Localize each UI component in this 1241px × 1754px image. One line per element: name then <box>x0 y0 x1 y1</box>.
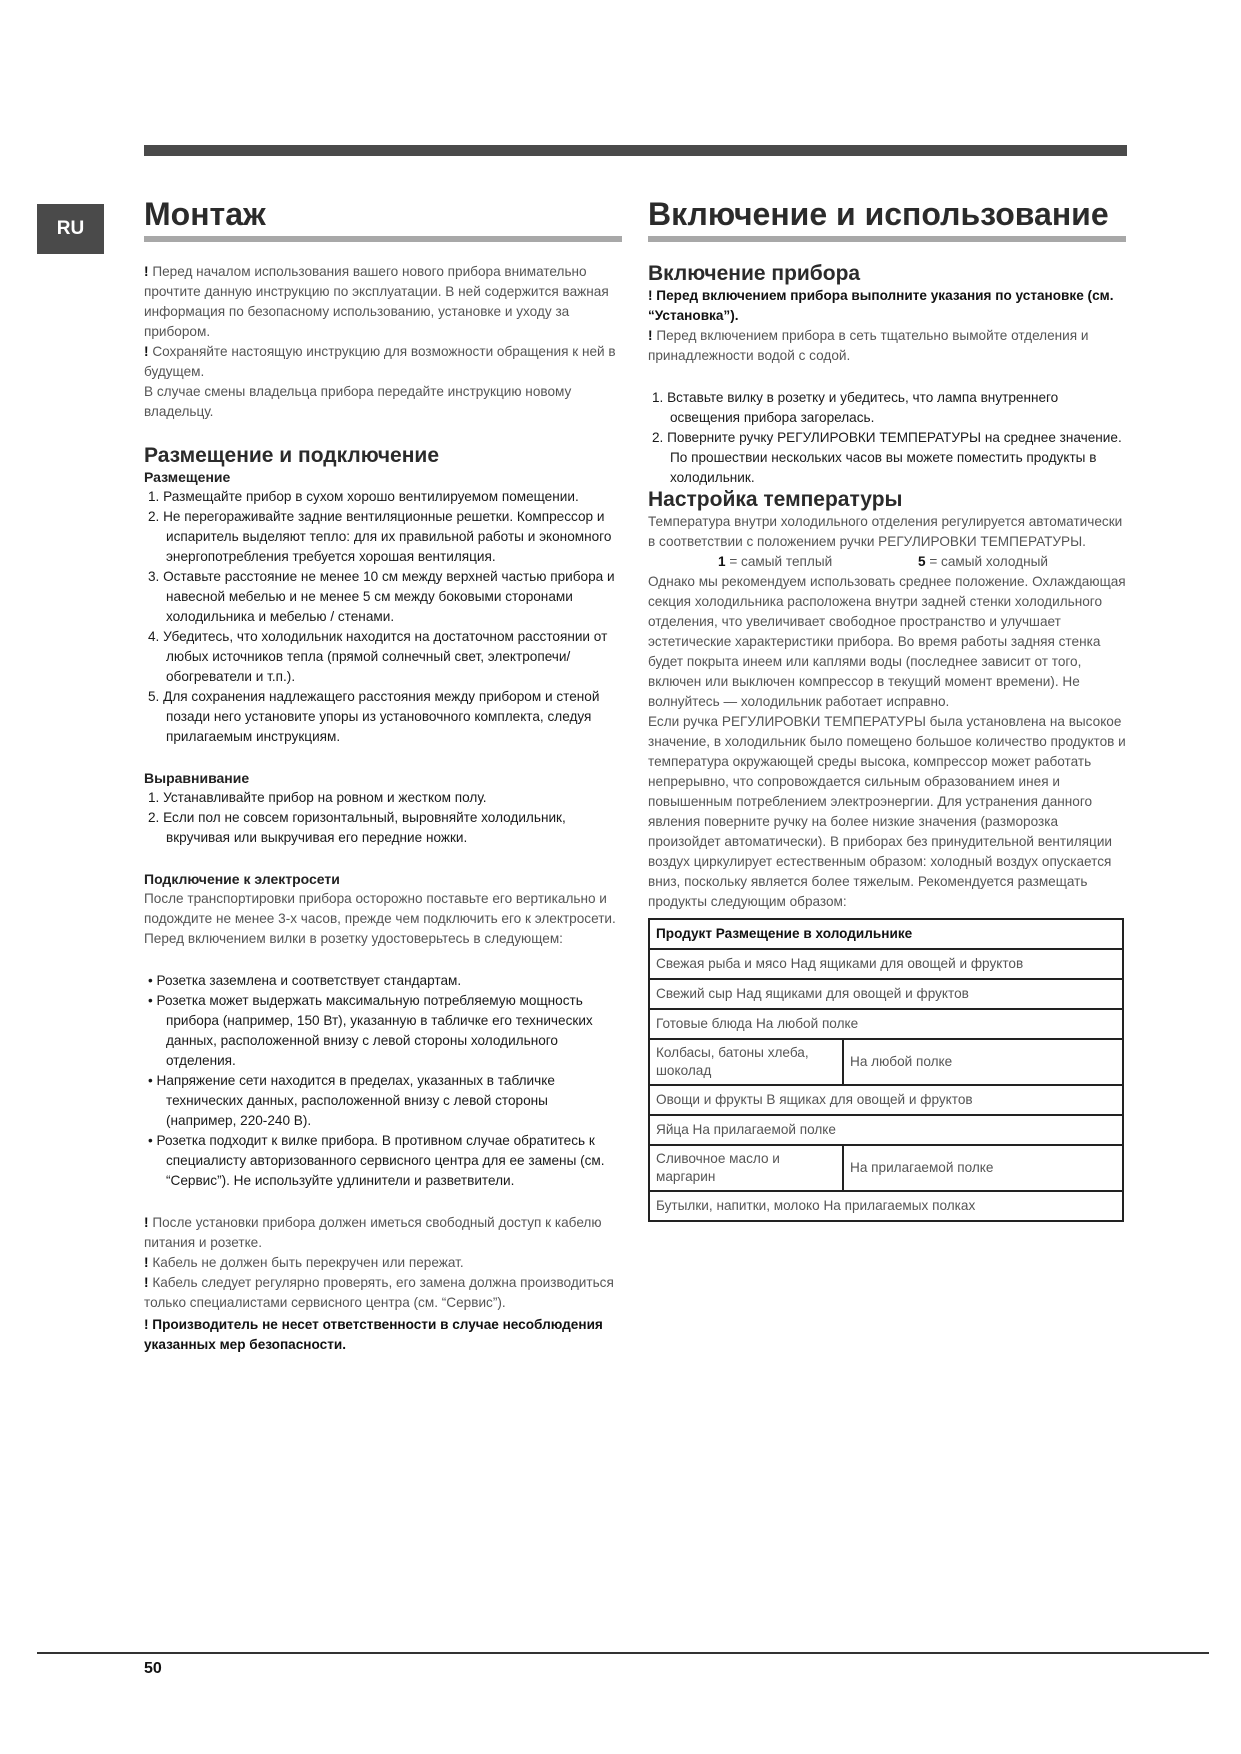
table-row <box>649 1009 1123 1039</box>
scale-warmest: 1 = самый теплый <box>718 554 833 569</box>
top-bar <box>144 145 1127 156</box>
list-item: 2. Поверните ручку РЕГУЛИРОВКИ ТЕМПЕРАТУРЫ на среднее значение. По прошествии нескольких часов вы можете поместить продукты в холодильник. <box>652 430 1122 485</box>
temperature-scale <box>648 552 1126 572</box>
title-rule <box>144 236 622 242</box>
language-badge: RU <box>37 204 104 254</box>
liability-warning: ! Производитель не несет ответственности в случае несоблюдения указанных мер безопасности. <box>144 1317 603 1352</box>
list-item: • Розетка заземлена и соответствует стандартам. <box>148 973 462 988</box>
title-rule <box>648 236 1126 242</box>
note-paragraph: ! После установки прибора должен иметься свободный доступ к кабелю питания и розетке. <box>144 1215 602 1250</box>
list-item: 2. Не перегораживайте задние вентиляционные решетки. Компрессор и испаритель выделяют тепло: для их правильной работы и экономного энергопотребления требуется хорошая вентиляция. <box>148 509 612 564</box>
table-cell: Яйца На прилагаемой полке <box>649 1115 1123 1145</box>
electric-checklist <box>144 971 622 1191</box>
heading-leveling: Выравнивание <box>144 770 250 786</box>
table-cell: Готовые блюда На любой полке <box>649 1009 1123 1039</box>
list-item: 1. Устанавливайте прибор на ровном и жестком полу. <box>148 790 487 805</box>
subsection-title-temperature: Настройка температуры <box>648 488 903 511</box>
table-row <box>649 979 1123 1009</box>
list-item: • Напряжение сети находится в пределах, указанных в табличке технических данных, расположенной внизу с левой стороны (например, 220-240 В). <box>148 1073 555 1128</box>
start-note: ! Перед включением прибора в сеть тщательно вымойте отделения и принадлежности водой с содой. <box>648 328 1089 363</box>
note-paragraph: ! Кабель следует регулярно проверять, его замена должна производиться только специалистами сервисного центра (см. “Сервис”). <box>144 1275 614 1310</box>
list-item: • Розетка может выдержать максимальную потребляемую мощность прибора (например, 150 Вт), указанную в табличке его технических данных, расположенной внизу с левой стороны холодильного отделения. <box>148 993 593 1068</box>
placement-list <box>144 487 622 747</box>
left-column <box>144 196 622 1355</box>
intro-paragraph: ! Перед началом использования вашего нового прибора внимательно прочтите данную инструкцию по эксплуатации. В ней содержится важная информация по безопасному использованию, установке и уходу за прибором. <box>144 264 609 339</box>
table-row <box>649 919 1123 949</box>
table-row <box>649 1145 1123 1191</box>
intro-paragraph: ! Сохраняйте настоящую инструкцию для возможности обращения к ней в будущем. <box>144 344 616 379</box>
list-item: 2. Если пол не совсем горизонтальный, выровняйте холодильник, вкручивая или выкручивая его передние ножки. <box>148 810 566 845</box>
section-title-installation: Монтаж <box>144 196 266 232</box>
electric-paragraph: После транспортировки прибора осторожно поставьте его вертикально и подождите не менее 3-х часов, прежде чем подключить его к электросети. Перед включением вилки в розетку удостоверьтесь в следующем: <box>144 891 616 946</box>
table-cell: Бутылки, напитки, молоко На прилагаемых полках <box>649 1191 1123 1221</box>
table-row <box>649 1085 1123 1115</box>
temperature-paragraph: Если ручка РЕГУЛИРОВКИ ТЕМПЕРАТУРЫ была установлена на высокое значение, в холодильник было помещено большое количество продуктов и температура окружающей среды высока, компрессор может работать непрерывно, что сопровождается сильным образованием инея и повышенным потреблением электроэнергии. Для устранения данного явления поверните ручку на более низкие значения (разморозка произойдет автоматически). В приборах без принудительной вентиляции воздух циркулирует естественным образом: холодный воздух опускается вниз, поскольку является более тяжелым. Рекомендуется размещать продукты следующим образом: <box>648 714 1126 909</box>
leveling-list <box>144 788 622 848</box>
list-item: 3. Оставьте расстояние не менее 10 см между верхней частью прибора и навесной мебелью и не менее 5 см между боковыми сторонами холодильника и мебелью / стенами. <box>148 569 615 624</box>
right-column <box>648 196 1126 1222</box>
list-item: 4. Убедитесь, что холодильник находится на достаточном расстоянии от любых источников тепла (прямой солнечный свет, электропечи/обогреватели и т.п.). <box>148 629 608 684</box>
note-paragraph: ! Кабель не должен быть перекручен или пережат. <box>144 1255 464 1270</box>
temperature-paragraph: Однако мы рекомендуем использовать среднее положение. Охлаждающая секция холодильника расположена внутри задней стенки холодильного отделения, что увеличивает свободное пространство и улучшает эстетические характеристики прибора. Во время работы задняя стенка будет покрыта инеем или каплями воды (последнее зависит от того, включен или выключен компрессор в текущий момент времени). Не волнуйтесь — холодильник работает исправно. <box>648 574 1126 709</box>
table-cell-place: На любой полке <box>843 1039 1123 1085</box>
table-cell: Свежий сыр Над ящиками для овощей и фруктов <box>649 979 1123 1009</box>
table-cell-product: Сливочное масло и маргарин <box>649 1145 843 1191</box>
subsection-title-start: Включение прибора <box>648 262 861 285</box>
scale-coldest: 5 = самый холодный <box>918 554 1048 569</box>
table-header-cell: Продукт Размещение в холодильнике <box>649 919 1123 949</box>
food-placement-table <box>648 918 1124 1222</box>
table-row <box>649 1039 1123 1085</box>
list-item: 1. Размещайте прибор в сухом хорошо вентилируемом помещении. <box>148 489 579 504</box>
temperature-paragraph: Температура внутри холодильного отделения регулируется автоматически в соответствии с положением ручки РЕГУЛИРОВКИ ТЕМПЕРАТУРЫ. <box>648 514 1123 549</box>
table-cell: Свежая рыба и мясо Над ящиками для овощей и фруктов <box>649 949 1123 979</box>
list-item: 1. Вставьте вилку в розетку и убедитесь, что лампа внутреннего освещения прибора загорелась. <box>652 390 1059 425</box>
heading-electric-connection: Подключение к электросети <box>144 871 340 887</box>
start-list <box>648 388 1126 488</box>
table-cell: Овощи и фрукты В ящиках для овощей и фруктов <box>649 1085 1123 1115</box>
table-cell-product: Колбасы, батоны хлеба, шоколад <box>649 1039 843 1085</box>
intro-paragraph: В случае смены владельца прибора передайте инструкцию новому владельцу. <box>144 384 572 419</box>
page-number: 50 <box>144 1660 162 1677</box>
start-warning: ! Перед включением прибора выполните указания по установке (см. “Установка”). <box>648 288 1114 323</box>
subsection-title-placement-connection: Размещение и подключение <box>144 444 439 467</box>
heading-placement: Размещение <box>144 469 231 485</box>
table-row <box>649 1115 1123 1145</box>
list-item: • Розетка подходит к вилке прибора. В противном случае обратитесь к специалисту авторизованного сервисного центра для ее замены (см. “Сервис”). Не используйте удлинители и разветвители. <box>148 1133 605 1188</box>
section-title-start-use: Включение и использование <box>648 196 1109 232</box>
bottom-rule <box>37 1652 1209 1654</box>
table-row <box>649 1191 1123 1221</box>
table-cell-place: На прилагаемой полке <box>843 1145 1123 1191</box>
list-item: 5. Для сохранения надлежащего расстояния между прибором и стеной позади него установите упоры из установочного комплекта, следуя прилагаемым инструкциям. <box>148 689 600 744</box>
table-row <box>649 949 1123 979</box>
